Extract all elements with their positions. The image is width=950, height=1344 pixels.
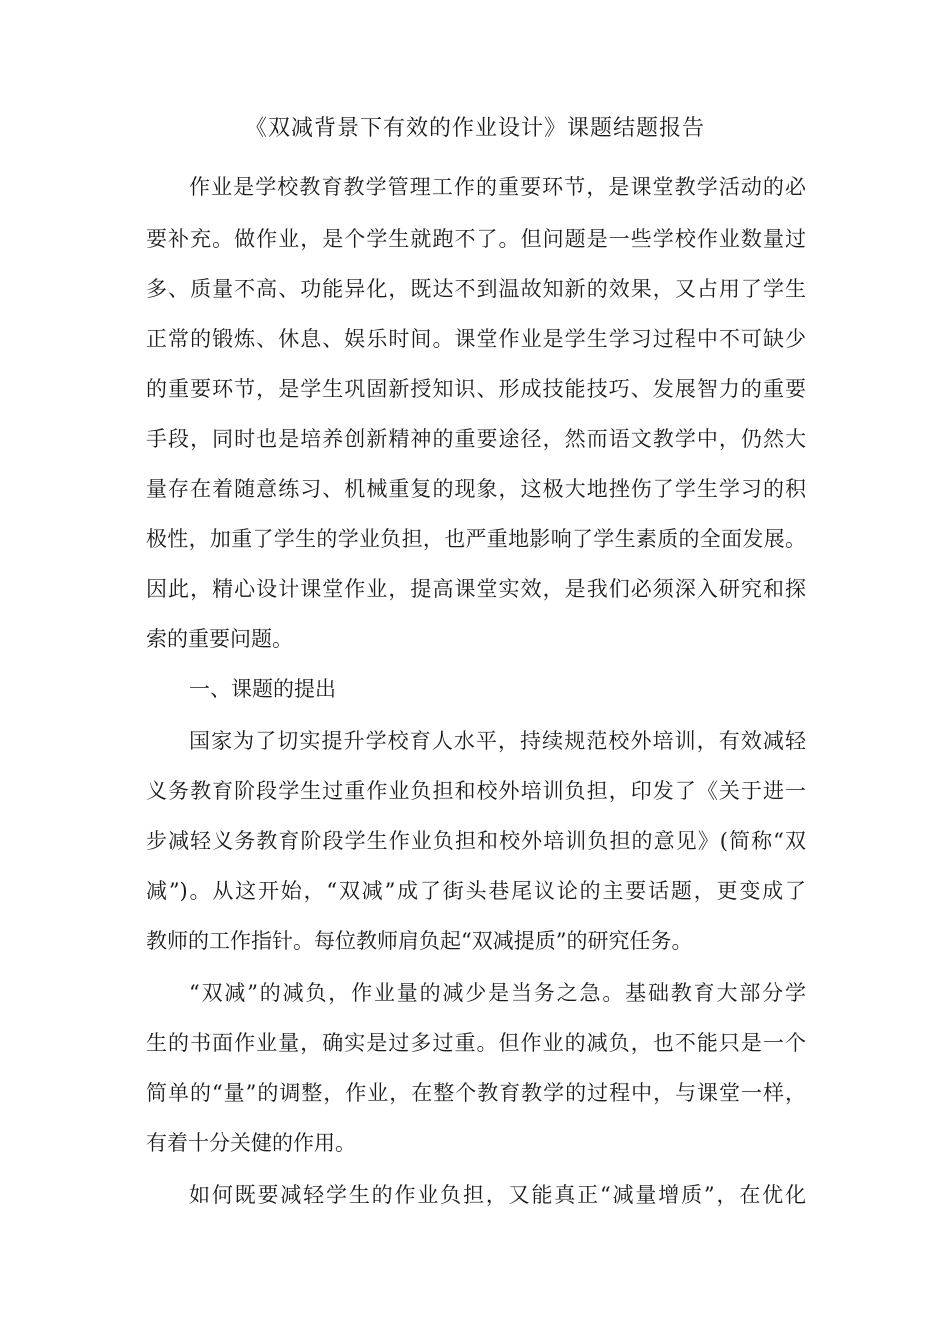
paragraph-line: 要补充。做作业，是个学生就跑不了。但问题是一些学校作业数量过 bbox=[146, 227, 806, 251]
paragraph-line: 的重要环节，是学生巩固新授知识、形成技能技巧、发展智力的重要 bbox=[146, 377, 806, 401]
paragraph-line: 教师的工作指针。每位教师肩负起“双减提质”的研究任务。 bbox=[146, 929, 693, 953]
paragraph-line: “双减”的减负，作业量的减少是当务之急。基础教育大部分学 bbox=[189, 981, 806, 1005]
paragraph-line: 多、质量不高、功能异化，既达不到温故知新的效果，又占用了学生 bbox=[146, 277, 806, 301]
paragraph-line: 手段，同时也是培养创新精神的重要途径，然而语文教学中，仍然大 bbox=[146, 427, 806, 451]
paragraph-line: 减”)。从这开始，“双减”成了街头巷尾议论的主要话题，更变成了 bbox=[146, 879, 806, 903]
paragraph-line: 极性，加重了学生的学业负担，也严重地影响了学生素质的全面发展。 bbox=[146, 527, 806, 551]
document-title: 《双减背景下有效的作业设计》课题结题报告 bbox=[244, 116, 705, 141]
paragraph-line: 国家为了切实提升学校育人水平，持续规范校外培训，有效减轻 bbox=[189, 729, 806, 753]
paragraph-line: 索的重要问题。 bbox=[146, 627, 293, 651]
paragraph-line: 简单的“量”的调整，作业，在整个教育教学的过程中，与课堂一样， bbox=[146, 1081, 806, 1105]
paragraph-line: 正常的锻炼、休息、娱乐时间。课堂作业是学生学习过程中不可缺少 bbox=[146, 327, 806, 351]
paragraph-line: 作业是学校教育教学管理工作的重要环节，是课堂教学活动的必 bbox=[189, 175, 806, 199]
paragraph-line: 生的书面作业量，确实是过多过重。但作业的减负，也不能只是一个 bbox=[146, 1031, 806, 1055]
paragraph-line: 步减轻义务教育阶段学生作业负担和校外培训负担的意见》(简称“双 bbox=[146, 829, 806, 853]
paragraph-line: 因此，精心设计课堂作业，提高课堂实效，是我们必须深入研究和探 bbox=[146, 577, 806, 601]
paragraph-line: 义务教育阶段学生过重作业负担和校外培训负担，印发了《关于进一 bbox=[146, 779, 806, 803]
section-heading: 一、课题的提出 bbox=[189, 677, 336, 701]
paragraph-line: 有着十分关健的作用。 bbox=[146, 1131, 356, 1155]
paragraph-line: 如何既要减轻学生的作业负担，又能真正“减量增质”，在优化 bbox=[189, 1183, 806, 1207]
paragraph-line: 量存在着随意练习、机械重复的现象，这极大地挫伤了学生学习的积 bbox=[146, 477, 806, 501]
